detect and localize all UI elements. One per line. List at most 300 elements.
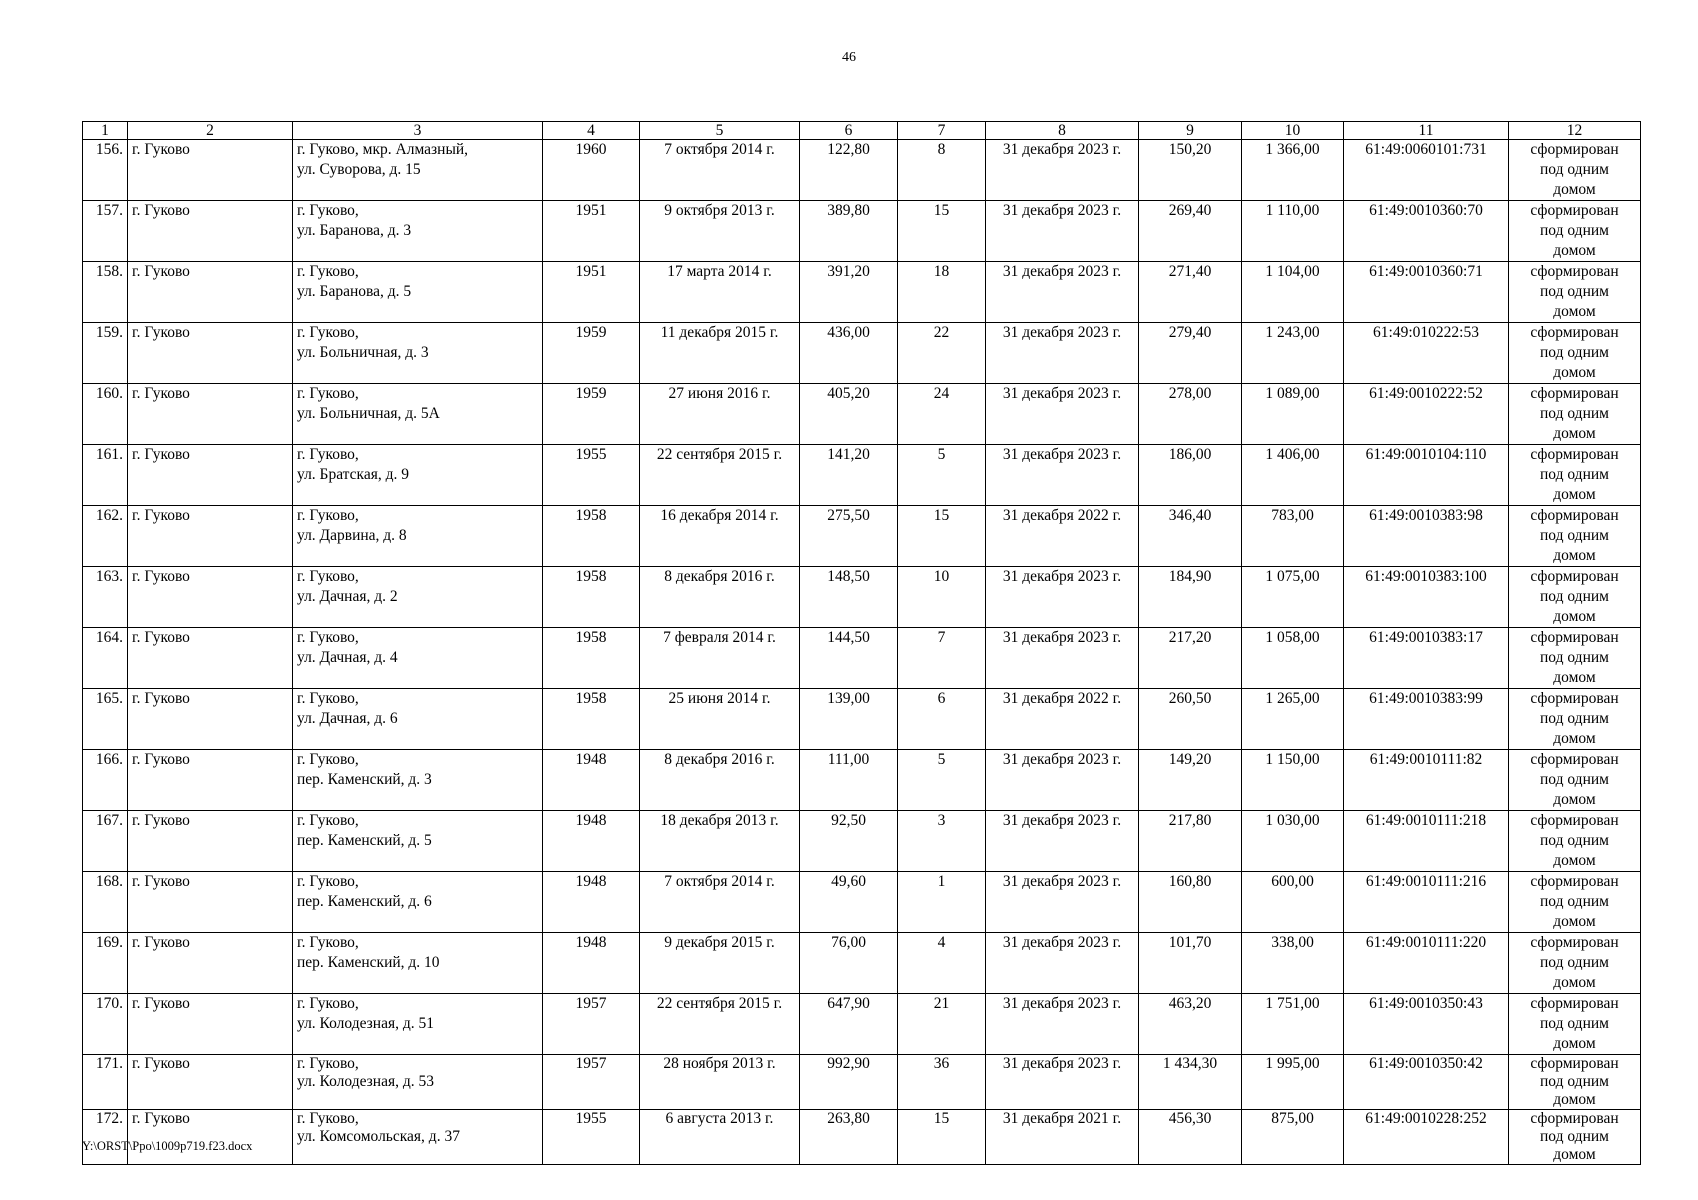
status-line-3: домом [1553,852,1596,869]
status-line-2: под одним [1540,893,1609,910]
date-cell: 18 декабря 2013 г. [640,811,800,872]
table-row [83,567,1641,628]
address-cell [293,811,543,872]
deadline-cell: 31 декабря 2023 г. [986,872,1139,933]
column-header-9: 9 [1139,122,1242,140]
cadastral-number-cell: 61:49:010222:53 [1344,323,1509,384]
municipality-cell: г. Гуково [128,445,293,506]
status-line-3: домом [1553,242,1596,259]
value-10-cell: 1 751,00 [1242,994,1344,1055]
row-number: 167. [83,811,128,872]
deadline-cell: 31 декабря 2023 г. [986,323,1139,384]
area-cell: 111,00 [800,750,898,811]
cadastral-number-cell: 61:49:0010360:71 [1344,262,1509,323]
address-line-2: ул. Братская, д. 9 [297,466,409,483]
status-line-3: домом [1553,181,1596,198]
year-cell: 1958 [543,628,640,689]
deadline-cell: 31 декабря 2023 г. [986,201,1139,262]
table-row [83,994,1641,1055]
status-line-2: под одним [1540,710,1609,727]
date-cell: 9 декабря 2015 г. [640,933,800,994]
deadline-cell: 31 декабря 2023 г. [986,567,1139,628]
year-cell: 1948 [543,811,640,872]
value-9-cell: 150,20 [1139,140,1242,201]
column-header-2: 2 [128,122,293,140]
address-line-2: ул. Дачная, д. 6 [297,710,398,727]
address-line-1: г. Гуково, [297,629,359,646]
status-line-2: под одним [1540,649,1609,666]
status-cell [1509,201,1641,262]
row-number: 164. [83,628,128,689]
cadastral-number-cell: 61:49:0010111:220 [1344,933,1509,994]
address-line-1: г. Гуково, [297,446,359,463]
address-line-1: г. Гуково, [297,1110,359,1127]
status-line-1: сформирован [1530,690,1619,707]
count-cell: 21 [898,994,986,1055]
deadline-cell: 31 декабря 2023 г. [986,140,1139,201]
status-cell [1509,445,1641,506]
address-cell [293,750,543,811]
status-cell [1509,384,1641,445]
status-line-1: сформирован [1530,1110,1619,1127]
municipality-cell: г. Гуково [128,323,293,384]
status-cell [1509,506,1641,567]
row-number: 168. [83,872,128,933]
area-cell: 122,80 [800,140,898,201]
address-cell [293,994,543,1055]
status-line-2: под одним [1540,588,1609,605]
status-line-2: под одним [1540,832,1609,849]
value-10-cell: 338,00 [1242,933,1344,994]
year-cell: 1959 [543,384,640,445]
year-cell: 1958 [543,567,640,628]
area-cell: 647,90 [800,994,898,1055]
count-cell: 36 [898,1055,986,1110]
row-number: 159. [83,323,128,384]
date-cell: 22 сентября 2015 г. [640,445,800,506]
deadline-cell: 31 декабря 2023 г. [986,262,1139,323]
table-header [83,122,1641,140]
year-cell: 1948 [543,933,640,994]
area-cell: 144,50 [800,628,898,689]
status-line-1: сформирован [1530,446,1619,463]
row-number: 165. [83,689,128,750]
municipality-cell: г. Гуково [128,1055,293,1110]
address-cell [293,872,543,933]
area-cell: 263,80 [800,1110,898,1165]
value-10-cell: 1 406,00 [1242,445,1344,506]
value-10-cell: 1 058,00 [1242,628,1344,689]
deadline-cell: 31 декабря 2023 г. [986,994,1139,1055]
status-line-3: домом [1553,974,1596,991]
status-line-1: сформирован [1530,263,1619,280]
municipality-cell: г. Гуково [128,567,293,628]
value-9-cell: 101,70 [1139,933,1242,994]
deadline-cell: 31 декабря 2022 г. [986,506,1139,567]
address-line-1: г. Гуково, [297,568,359,585]
status-line-3: домом [1553,1146,1596,1163]
row-number: 170. [83,994,128,1055]
status-line-3: домом [1553,791,1596,808]
area-cell: 389,80 [800,201,898,262]
table-row [83,445,1641,506]
count-cell: 4 [898,933,986,994]
address-cell [293,262,543,323]
count-cell: 5 [898,445,986,506]
file-path-footer: Y:\ORST\Ppo\1009p719.f23.docx [82,1139,253,1153]
address-line-1: г. Гуково, [297,873,359,890]
value-9-cell: 279,40 [1139,323,1242,384]
address-line-2: пер. Каменский, д. 10 [297,954,440,971]
table-row [83,323,1641,384]
status-line-2: под одним [1540,222,1609,239]
status-line-1: сформирован [1530,1055,1619,1072]
value-10-cell: 875,00 [1242,1110,1344,1165]
year-cell: 1955 [543,445,640,506]
table-row [83,811,1641,872]
value-10-cell: 1 243,00 [1242,323,1344,384]
address-line-2: ул. Дачная, д. 2 [297,588,398,605]
year-cell: 1958 [543,506,640,567]
municipality-cell: г. Гуково [128,201,293,262]
column-header-8: 8 [986,122,1139,140]
date-cell: 7 октября 2014 г. [640,872,800,933]
page-number: 46 [842,50,856,65]
address-line-1: г. Гуково, [297,263,359,280]
row-number: 157. [83,201,128,262]
value-10-cell: 1 089,00 [1242,384,1344,445]
status-line-2: под одним [1540,527,1609,544]
address-cell [293,140,543,201]
cadastral-number-cell: 61:49:0010104:110 [1344,445,1509,506]
year-cell: 1955 [543,1110,640,1165]
row-number: 171. [83,1055,128,1110]
cadastral-number-cell: 61:49:0010383:98 [1344,506,1509,567]
registry-table [82,121,1641,1165]
status-line-2: под одним [1540,283,1609,300]
status-line-1: сформирован [1530,202,1619,219]
status-cell [1509,1055,1641,1110]
value-10-cell: 1 265,00 [1242,689,1344,750]
status-line-2: под одним [1540,1128,1609,1145]
status-cell [1509,811,1641,872]
cadastral-number-cell: 61:49:0010350:43 [1344,994,1509,1055]
status-line-1: сформирован [1530,629,1619,646]
deadline-cell: 31 декабря 2023 г. [986,1055,1139,1110]
deadline-cell: 31 декабря 2023 г. [986,628,1139,689]
address-cell [293,384,543,445]
municipality-cell: г. Гуково [128,140,293,201]
area-cell: 405,20 [800,384,898,445]
year-cell: 1957 [543,1055,640,1110]
status-cell [1509,628,1641,689]
row-number: 156. [83,140,128,201]
row-number: 161. [83,445,128,506]
date-cell: 7 февраля 2014 г. [640,628,800,689]
table-row [83,1055,1641,1110]
value-10-cell: 1 995,00 [1242,1055,1344,1110]
status-line-3: домом [1553,913,1596,930]
address-line-1: г. Гуково, [297,751,359,768]
row-number: 158. [83,262,128,323]
status-cell [1509,689,1641,750]
status-cell [1509,994,1641,1055]
value-9-cell: 269,40 [1139,201,1242,262]
date-cell: 27 июня 2016 г. [640,384,800,445]
count-cell: 24 [898,384,986,445]
table-row [83,750,1641,811]
municipality-cell: г. Гуково [128,1110,293,1165]
cadastral-number-cell: 61:49:0010360:70 [1344,201,1509,262]
value-9-cell: 278,00 [1139,384,1242,445]
status-line-3: домом [1553,547,1596,564]
value-10-cell: 1 104,00 [1242,262,1344,323]
table-row [83,628,1641,689]
value-10-cell: 1 075,00 [1242,567,1344,628]
status-cell [1509,750,1641,811]
status-cell [1509,140,1641,201]
value-10-cell: 600,00 [1242,872,1344,933]
address-line-2: ул. Суворова, д. 15 [297,161,421,178]
municipality-cell: г. Гуково [128,994,293,1055]
row-number: 162. [83,506,128,567]
column-header-7: 7 [898,122,986,140]
cadastral-number-cell: 61:49:0010111:218 [1344,811,1509,872]
count-cell: 3 [898,811,986,872]
table-row [83,262,1641,323]
status-line-3: домом [1553,730,1596,747]
cadastral-number-cell: 61:49:0010111:82 [1344,750,1509,811]
column-header-5: 5 [640,122,800,140]
status-line-2: под одним [1540,466,1609,483]
value-9-cell: 184,90 [1139,567,1242,628]
status-line-1: сформирован [1530,934,1619,951]
address-cell [293,1110,543,1165]
date-cell: 17 марта 2014 г. [640,262,800,323]
date-cell: 28 ноября 2013 г. [640,1055,800,1110]
status-line-2: под одним [1540,344,1609,361]
address-cell [293,567,543,628]
area-cell: 141,20 [800,445,898,506]
status-cell [1509,1110,1641,1165]
status-line-2: под одним [1540,161,1609,178]
column-header-3: 3 [293,122,543,140]
status-line-2: под одним [1540,771,1609,788]
value-10-cell: 1 150,00 [1242,750,1344,811]
year-cell: 1951 [543,262,640,323]
address-line-2: ул. Дачная, д. 4 [297,649,398,666]
count-cell: 15 [898,201,986,262]
date-cell: 6 августа 2013 г. [640,1110,800,1165]
cadastral-number-cell: 61:49:0010228:252 [1344,1110,1509,1165]
municipality-cell: г. Гуково [128,750,293,811]
registry-table-wrapper [82,121,1641,1165]
count-cell: 10 [898,567,986,628]
address-line-2: ул. Комсомольская, д. 37 [297,1128,460,1145]
deadline-cell: 31 декабря 2023 г. [986,933,1139,994]
address-line-1: г. Гуково, [297,507,359,524]
deadline-cell: 31 декабря 2023 г. [986,811,1139,872]
status-line-3: домом [1553,1035,1596,1052]
year-cell: 1948 [543,872,640,933]
row-number: 166. [83,750,128,811]
area-cell: 49,60 [800,872,898,933]
status-line-3: домом [1553,608,1596,625]
address-line-2: пер. Каменский, д. 5 [297,832,432,849]
address-cell [293,323,543,384]
column-header-10: 10 [1242,122,1344,140]
value-9-cell: 456,30 [1139,1110,1242,1165]
cadastral-number-cell: 61:49:0010383:100 [1344,567,1509,628]
deadline-cell: 31 декабря 2022 г. [986,689,1139,750]
address-line-1: г. Гуково, [297,934,359,951]
address-line-2: ул. Баранова, д. 3 [297,222,412,239]
status-line-1: сформирован [1530,995,1619,1012]
status-cell [1509,567,1641,628]
value-10-cell: 1 030,00 [1242,811,1344,872]
count-cell: 18 [898,262,986,323]
address-line-1: г. Гуково, [297,995,359,1012]
status-cell [1509,872,1641,933]
status-line-3: домом [1553,303,1596,320]
status-line-3: домом [1553,425,1596,442]
deadline-cell: 31 декабря 2023 г. [986,445,1139,506]
count-cell: 5 [898,750,986,811]
value-9-cell: 1 434,30 [1139,1055,1242,1110]
address-cell [293,201,543,262]
value-10-cell: 783,00 [1242,506,1344,567]
municipality-cell: г. Гуково [128,872,293,933]
address-line-1: г. Гуково, [297,690,359,707]
status-line-2: под одним [1540,954,1609,971]
table-row [83,933,1641,994]
status-line-1: сформирован [1530,324,1619,341]
status-cell [1509,262,1641,323]
value-10-cell: 1 110,00 [1242,201,1344,262]
date-cell: 25 июня 2014 г. [640,689,800,750]
status-line-1: сформирован [1530,812,1619,829]
area-cell: 275,50 [800,506,898,567]
value-9-cell: 160,80 [1139,872,1242,933]
address-cell [293,933,543,994]
row-number: 163. [83,567,128,628]
address-cell [293,506,543,567]
count-cell: 15 [898,506,986,567]
status-line-1: сформирован [1530,873,1619,890]
value-9-cell: 260,50 [1139,689,1242,750]
address-line-2: ул. Больничная, д. 5А [297,405,440,422]
address-line-1: г. Гуково, [297,324,359,341]
row-number: 169. [83,933,128,994]
address-line-1: г. Гуково, мкр. Алмазный, [297,141,469,158]
row-number: 172. [83,1110,128,1165]
count-cell: 22 [898,323,986,384]
date-cell: 9 октября 2013 г. [640,201,800,262]
municipality-cell: г. Гуково [128,689,293,750]
address-line-1: г. Гуково, [297,812,359,829]
deadline-cell: 31 декабря 2023 г. [986,384,1139,445]
table-row [83,384,1641,445]
year-cell: 1958 [543,689,640,750]
value-9-cell: 149,20 [1139,750,1242,811]
status-line-2: под одним [1540,405,1609,422]
status-cell [1509,933,1641,994]
cadastral-number-cell: 61:49:0010111:216 [1344,872,1509,933]
year-cell: 1960 [543,140,640,201]
status-line-3: домом [1553,486,1596,503]
municipality-cell: г. Гуково [128,506,293,567]
area-cell: 76,00 [800,933,898,994]
value-9-cell: 217,20 [1139,628,1242,689]
address-line-2: ул. Колодезная, д. 53 [297,1073,434,1090]
year-cell: 1959 [543,323,640,384]
header-row [83,122,1641,140]
cadastral-number-cell: 61:49:0010383:99 [1344,689,1509,750]
value-9-cell: 186,00 [1139,445,1242,506]
status-line-1: сформирован [1530,751,1619,768]
column-header-1: 1 [83,122,128,140]
table-row [83,140,1641,201]
area-cell: 391,20 [800,262,898,323]
date-cell: 22 сентября 2015 г. [640,994,800,1055]
date-cell: 8 декабря 2016 г. [640,567,800,628]
table-row [83,506,1641,567]
status-line-1: сформирован [1530,507,1619,524]
area-cell: 148,50 [800,567,898,628]
address-line-2: пер. Каменский, д. 6 [297,893,432,910]
count-cell: 7 [898,628,986,689]
cadastral-number-cell: 61:49:0010222:52 [1344,384,1509,445]
status-line-3: домом [1553,669,1596,686]
table-row [83,872,1641,933]
column-header-4: 4 [543,122,640,140]
address-cell [293,445,543,506]
status-line-1: сформирован [1530,385,1619,402]
date-cell: 16 декабря 2014 г. [640,506,800,567]
column-header-11: 11 [1344,122,1509,140]
address-line-2: ул. Дарвина, д. 8 [297,527,407,544]
table-row [83,689,1641,750]
value-9-cell: 217,80 [1139,811,1242,872]
year-cell: 1948 [543,750,640,811]
address-line-2: ул. Больничная, д. 3 [297,344,429,361]
address-cell [293,689,543,750]
area-cell: 139,00 [800,689,898,750]
table-body [83,140,1641,1165]
value-9-cell: 346,40 [1139,506,1242,567]
address-line-1: г. Гуково, [297,202,359,219]
date-cell: 8 декабря 2016 г. [640,750,800,811]
address-line-1: г. Гуково, [297,385,359,402]
count-cell: 8 [898,140,986,201]
count-cell: 1 [898,872,986,933]
value-9-cell: 271,40 [1139,262,1242,323]
address-line-2: ул. Колодезная, д. 51 [297,1015,434,1032]
year-cell: 1957 [543,994,640,1055]
column-header-12: 12 [1509,122,1641,140]
deadline-cell: 31 декабря 2023 г. [986,750,1139,811]
status-line-1: сформирован [1530,141,1619,158]
count-cell: 15 [898,1110,986,1165]
cadastral-number-cell: 61:49:0060101:731 [1344,140,1509,201]
municipality-cell: г. Гуково [128,628,293,689]
value-10-cell: 1 366,00 [1242,140,1344,201]
cadastral-number-cell: 61:49:0010383:17 [1344,628,1509,689]
year-cell: 1951 [543,201,640,262]
municipality-cell: г. Гуково [128,811,293,872]
status-line-2: под одним [1540,1015,1609,1032]
row-number: 160. [83,384,128,445]
